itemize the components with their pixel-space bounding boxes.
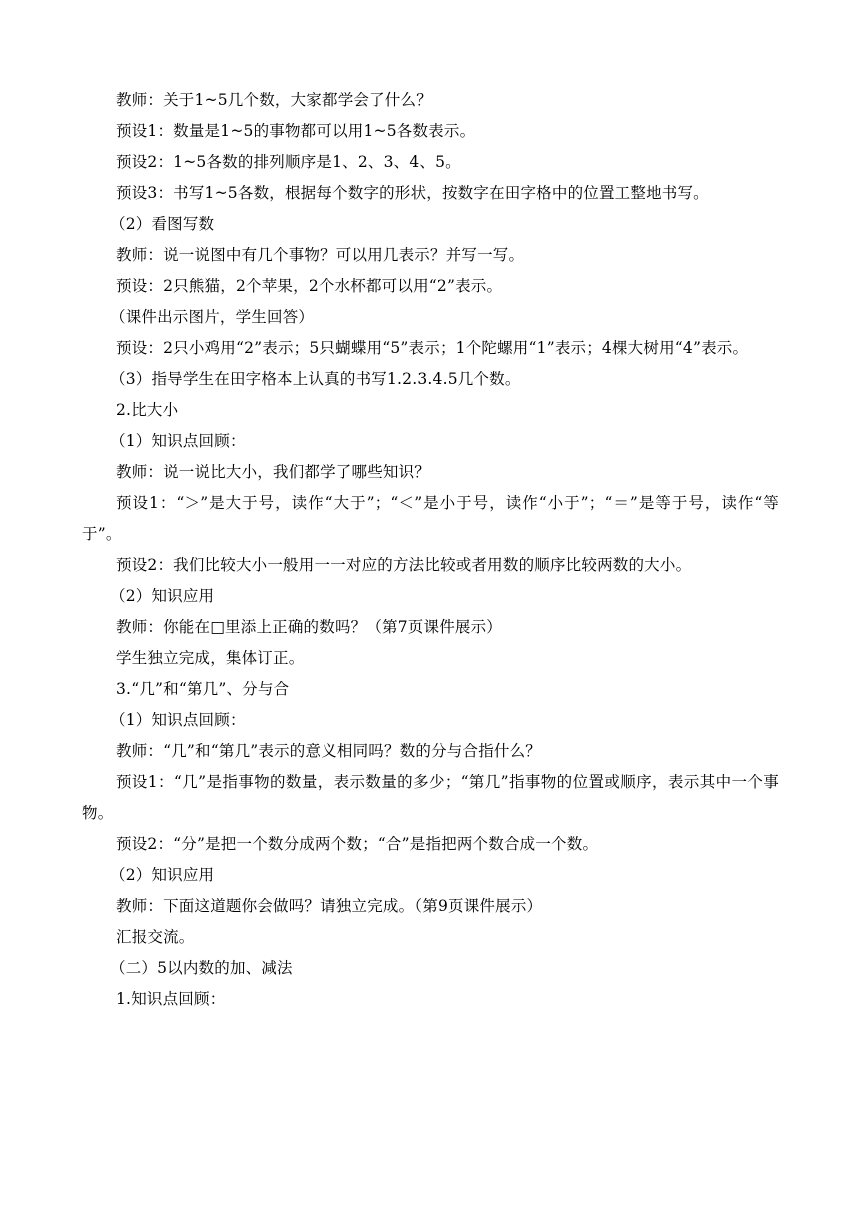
paragraph-9: 预设：2只小鸡用“2”表示；5只蝴蝶用“5”表示；1个陀螺用“1”表示；4棵大树用“4”表示。 xyxy=(116,339,749,357)
paragraph-20: （1）知识点回顾： xyxy=(110,711,246,729)
paragraph-24: （2）知识应用 xyxy=(110,866,215,884)
paragraph-10: （3）指导学生在田字格本上认真的书写1.2.3.4.5几个数。 xyxy=(110,370,521,388)
paragraph-25: 教师：下面这道题你会做吗？请独立完成。（第9页课件展示） xyxy=(116,897,543,915)
paragraph-18: 学生独立完成，集体订正。 xyxy=(116,649,305,667)
paragraph-26: 汇报交流。 xyxy=(116,928,195,946)
paragraph-27: （二）5以内数的加、减法 xyxy=(110,959,293,977)
paragraph-13: 教师：说一说比大小，我们都学了哪些知识？ xyxy=(116,463,431,481)
paragraph-17: 教师：你能在□里添上正确的数吗？（第7页课件展示） xyxy=(116,618,503,636)
paragraph-16: （2）知识应用 xyxy=(110,587,215,605)
paragraph-15: 预设2：我们比较大小一般用一一对应的方法比较或者用数的顺序比较两数的大小。 xyxy=(116,556,692,574)
paragraph-5: （2）看图写数 xyxy=(110,215,215,233)
paragraph-21: 教师：“几”和“第几”表示的意义相同吗？数的分与合指什么？ xyxy=(116,742,541,760)
paragraph-28: 1.知识点回顾： xyxy=(116,990,226,1008)
document-body xyxy=(82,85,779,1015)
paragraph-7: 预设：2只熊猫，2个苹果，2个水杯都可以用“2”表示。 xyxy=(116,277,503,295)
paragraph-1: 教师：关于1~5几个数，大家都学会了什么？ xyxy=(116,91,432,109)
paragraph-3: 预设2：1~5各数的排列顺序是1、2、3、4、5。 xyxy=(116,153,461,171)
paragraph-2: 预设1：数量是1~5的事物都可以用1~5各数表示。 xyxy=(116,122,476,140)
paragraph-11: 2.比大小 xyxy=(116,401,179,419)
paragraph-22: 预设1：“几”是指事物的数量，表示数量的多少；“第几”指事物的位置或顺序，表示其中一个事物。 xyxy=(82,773,779,822)
paragraph-12: （1）知识点回顾： xyxy=(110,432,246,450)
paragraph-8: （课件出示图片，学生回答） xyxy=(110,308,315,326)
paragraph-23: 预设2：“分”是把一个数分成两个数；“合”是指把两个数合成一个数。 xyxy=(116,835,599,853)
paragraph-14: 预设1：“＞”是大于号，读作“大于”；“＜”是小于号，读作“小于”；“＝”是等于号，读作“等于”。 xyxy=(82,494,779,543)
paragraph-19: 3.“几”和“第几”、分与合 xyxy=(116,680,290,698)
paragraph-4: 预设3：书写1~5各数，根据每个数字的形状，按数字在田字格中的位置工整地书写。 xyxy=(116,184,709,202)
paragraph-6: 教师：说一说图中有几个事物？可以用几表示？并写一写。 xyxy=(116,246,525,264)
